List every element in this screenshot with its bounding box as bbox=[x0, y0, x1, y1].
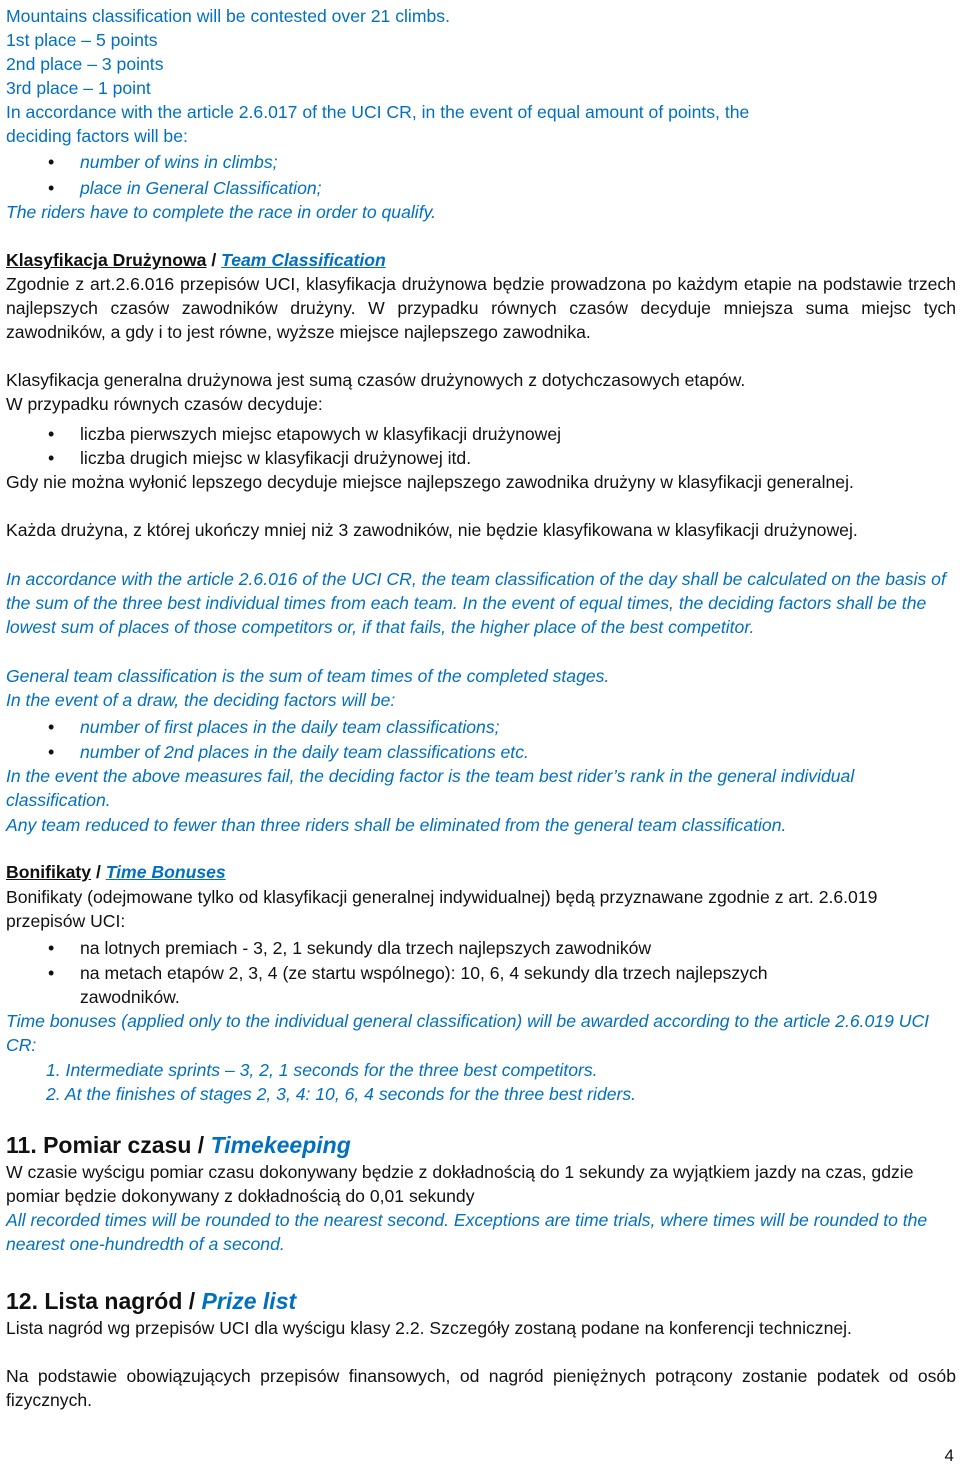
team-pl-para-1: Zgodnie z art.2.6.016 przepisów UCI, klasyfikacja drużynowa będzie prowadzona po każdym etapie na podstawie trzech najlepszych czasów zawodników drużyny. W przypadku równych czasów decyduje mniejsza suma miejsc tych zawodników, a gdy i to jest równe, wyższe miejsce najlepszego zawodnika. bbox=[6, 274, 956, 342]
bonus-en-item-1: 1. Intermediate sprints – 3, 2, 1 seconds for the three best competitors. bbox=[46, 1060, 598, 1080]
bonus-heading bbox=[6, 860, 956, 884]
timekeeping-pl-para: W czasie wyścigu pomiar czasu dokonywany będzie z dokładnością do 1 sekundy za wyjątkiem jazdy na czas, gdzie pomiar będzie dokonywany z dokładnością do 0,01 sekundy bbox=[6, 1162, 914, 1206]
team-pl-para-5: Każda drużyna, z której ukończy mniej niż 3 zawodników, nie będzie klasyfikowana w klasyfikacji drużynowej. bbox=[6, 520, 858, 540]
bullet-icon: • bbox=[48, 424, 55, 444]
team-heading-en: Team Classification bbox=[221, 250, 386, 270]
bullet-icon: • bbox=[48, 178, 55, 198]
team-heading-sep: / bbox=[206, 250, 222, 270]
bullet-icon: • bbox=[48, 963, 55, 983]
mountains-bullet-2: place in General Classification; bbox=[80, 178, 322, 198]
prize-heading bbox=[6, 1287, 296, 1315]
mountains-line-1: Mountains classification will be contested over 21 climbs. bbox=[6, 6, 450, 26]
prize-pl-para-1: Lista nagród wg przepisów UCI dla wyścigu klasy 2.2. Szczegóły zostaną podane na konferencji technicznej. bbox=[6, 1318, 852, 1338]
team-en-bullet-2: number of 2nd places in the daily team classifications etc. bbox=[80, 742, 529, 762]
mountains-line-2: 1st place – 5 points bbox=[6, 30, 158, 50]
bonus-heading-sep: / bbox=[91, 862, 106, 882]
bullet-icon: • bbox=[48, 742, 55, 762]
bullet-icon: • bbox=[48, 448, 55, 468]
team-pl-para-2: Klasyfikacja generalna drużynowa jest sumą czasów drużynowych z dotychczasowych etapów. bbox=[6, 370, 746, 390]
team-heading-pl: Klasyfikacja Drużynowa bbox=[6, 250, 207, 270]
mountains-bullet-1: number of wins in climbs; bbox=[80, 152, 278, 172]
bonus-en-item-2: 2. At the finishes of stages 2, 3, 4: 10, 6, 4 seconds for the three best riders. bbox=[46, 1084, 637, 1104]
team-pl-para-4: Gdy nie można wyłonić lepszego decyduje miejsce najlepszego zawodnika drużyny w klasyfikacji generalnej. bbox=[6, 472, 854, 492]
bonus-heading-en: Time Bonuses bbox=[105, 862, 226, 882]
prize-heading-en: Prize list bbox=[201, 1288, 297, 1314]
mountains-line-3: 2nd place – 3 points bbox=[6, 54, 164, 74]
bullet-icon: • bbox=[48, 938, 55, 958]
team-en-para-5: Any team reduced to fewer than three riders shall be eliminated from the general team classification. bbox=[6, 815, 787, 835]
mountains-line-6: deciding factors will be: bbox=[6, 126, 188, 146]
timekeeping-heading bbox=[6, 1131, 351, 1159]
timekeeping-en-para: All recorded times will be rounded to the nearest second. Exceptions are time trials, where times will be rounded to the nearest one-hundredth of a second. bbox=[6, 1210, 928, 1254]
page-number: 4 bbox=[944, 1446, 954, 1465]
team-pl-bullet-1: liczba pierwszych miejsc etapowych w klasyfikacji drużynowej bbox=[80, 424, 562, 444]
team-en-bullet-1: number of first places in the daily team classifications; bbox=[80, 717, 500, 737]
mountains-line-4: 3rd place – 1 point bbox=[6, 78, 151, 98]
team-en-para-3: In the event of a draw, the deciding factors will be: bbox=[6, 690, 396, 710]
prize-heading-sep: / bbox=[182, 1288, 202, 1314]
prize-heading-pl: 12. Lista nagród bbox=[6, 1288, 183, 1314]
team-en-para-4: In the event the above measures fail, the deciding factor is the team best rider’s rank in the general individual classification. bbox=[6, 766, 855, 810]
mountains-line-7: The riders have to complete the race in order to qualify. bbox=[6, 202, 436, 222]
team-heading bbox=[6, 248, 956, 272]
mountains-line-5: In accordance with the article 2.6.017 of the UCI CR, in the event of equal amount of points, the bbox=[6, 102, 750, 122]
bonus-pl-bullet-2b: zawodników. bbox=[80, 987, 180, 1007]
team-en-para-2: General team classification is the sum of team times of the completed stages. bbox=[6, 666, 610, 686]
prize-pl-para-2: Na podstawie obowiązujących przepisów finansowych, od nagród pieniężnych potrącony zostanie podatek od osób fizycznych. bbox=[6, 1366, 956, 1410]
timekeeping-heading-pl: 11. Pomiar czasu bbox=[6, 1132, 192, 1158]
bonus-pl-para-1: Bonifikaty (odejmowane tylko od klasyfikacji generalnej indywidualnej) będą przyznawane zgodnie z art. 2.6.019 przepisów UCI: bbox=[6, 887, 878, 931]
bonus-en-para-1: Time bonuses (applied only to the individual general classification) will be awarded according to the article 2.6.019 UCI CR: bbox=[6, 1011, 930, 1055]
timekeeping-heading-sep: / bbox=[191, 1132, 211, 1158]
bonus-pl-bullet-2a: na metach etapów 2, 3, 4 (ze startu wspólnego): 10, 6, 4 sekundy dla trzech najlepszych bbox=[80, 963, 768, 983]
bonus-pl-bullet-1: na lotnych premiach - 3, 2, 1 sekundy dla trzech najlepszych zawodników bbox=[80, 938, 652, 958]
bullet-icon: • bbox=[48, 152, 55, 172]
timekeeping-heading-en: Timekeeping bbox=[210, 1132, 351, 1158]
team-pl-para-3: W przypadku równych czasów decyduje: bbox=[6, 394, 323, 414]
bonus-heading-pl: Bonifikaty bbox=[6, 862, 92, 882]
team-pl-bullet-2: liczba drugich miejsc w klasyfikacji drużynowej itd. bbox=[80, 448, 472, 468]
bullet-icon: • bbox=[48, 717, 55, 737]
team-en-para-1: In accordance with the article 2.6.016 of the UCI CR, the team classification of the day shall be calculated on the basis of the sum of the three best individual times from each team. In the event of equal times, the deciding factors shall be the lowest sum of places of those competitors or, if that fails, the higher place of the best competitor. bbox=[6, 569, 946, 637]
